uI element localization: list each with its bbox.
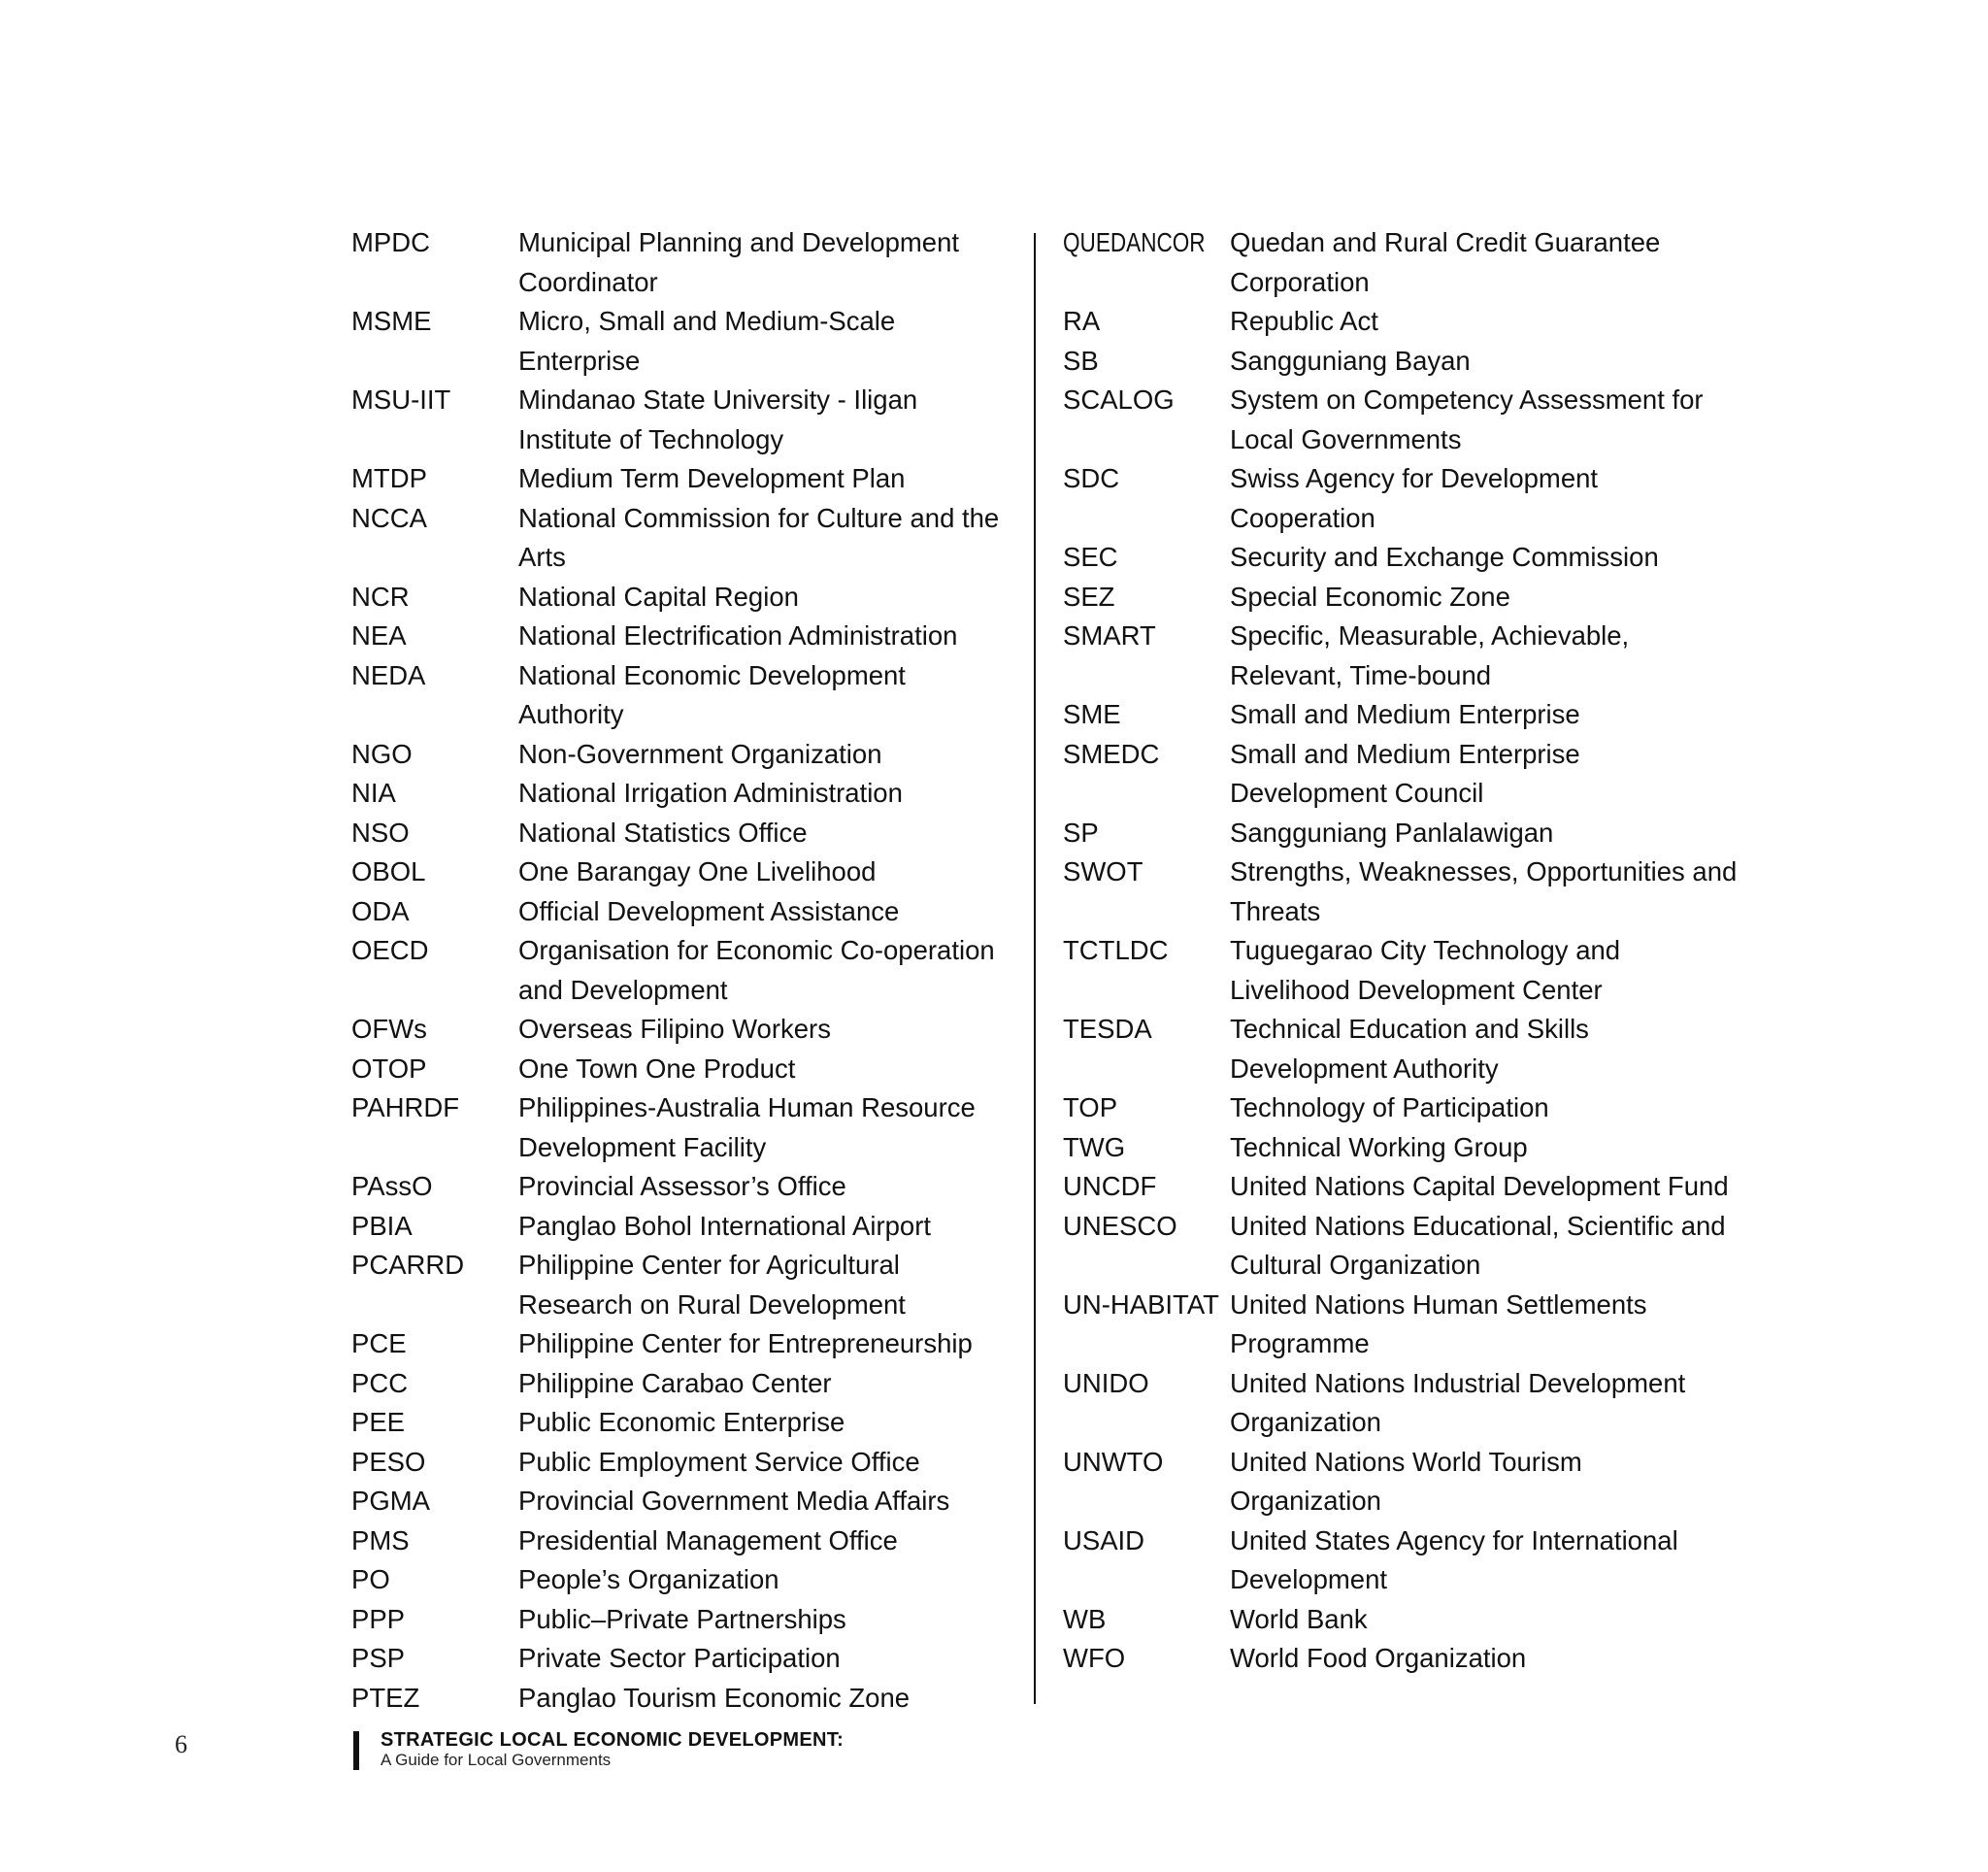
acronym-entry — [351, 302, 1021, 381]
acronym-definition: National Commission for Culture and the Arts — [518, 502, 1000, 572]
acronym-entry — [1063, 814, 1742, 853]
acronym-entry — [1063, 1600, 1742, 1640]
acronym-definition: System on Competency Assessment for Local Governments — [1230, 384, 1704, 454]
acronym-definition: United Nations Capital Development Fund — [1230, 1171, 1729, 1201]
acronym: NEDA — [351, 659, 426, 690]
acronym-definition: Technical Working Group — [1230, 1131, 1528, 1162]
acronym-entry — [1063, 223, 1742, 302]
acronym: SEZ — [1063, 581, 1115, 612]
acronym: NSO — [351, 817, 410, 848]
acronym-definition: National Capital Region — [518, 581, 799, 612]
acronym: NCCA — [351, 502, 427, 533]
acronym: SCALOG — [1063, 384, 1175, 415]
acronym: NEA — [351, 620, 407, 651]
acronym: ODA — [351, 895, 410, 926]
acronym-entry — [351, 1482, 1021, 1521]
acronym-definition: Micro, Small and Medium-Scale Enterprise — [518, 306, 896, 376]
acronym-entry — [351, 931, 1021, 1010]
acronym-list-left — [351, 223, 1021, 1718]
acronym-entry — [351, 656, 1021, 735]
acronym-definition: One Barangay One Livelihood — [518, 856, 877, 886]
acronym: PAHRDF — [351, 1092, 460, 1122]
acronym-definition: Presidential Management Office — [518, 1524, 898, 1555]
acronym-definition: Specific, Measurable, Achievable, Relevant, Time-bound — [1230, 620, 1630, 690]
acronym-entry — [351, 774, 1021, 814]
acronym: PO — [351, 1564, 390, 1594]
acronym-entry — [1063, 1128, 1742, 1168]
acronym-entry — [351, 1050, 1021, 1089]
acronym-definition: Municipal Planning and Development Coordinator — [518, 227, 960, 297]
acronym-entry — [351, 892, 1021, 932]
acronym-entry — [1063, 1443, 1742, 1521]
acronym-entry — [1063, 1364, 1742, 1443]
acronym: PSP — [351, 1643, 406, 1673]
acronym: SMEDC — [1063, 738, 1160, 769]
acronym: SMART — [1063, 620, 1156, 651]
acronym-text: QUEDANCOR — [1063, 227, 1206, 257]
acronym-definition: Philippine Carabao Center — [518, 1367, 832, 1398]
acronym: PCARRD — [351, 1250, 465, 1280]
acronym-definition: Security and Exchange Commission — [1230, 542, 1659, 572]
acronym-definition: Mindanao State University - Iligan Institute of Technology — [518, 384, 918, 454]
acronym-entry — [351, 381, 1021, 459]
acronym-entry — [351, 1207, 1021, 1247]
acronym: WB — [1063, 1603, 1107, 1634]
acronym-definition: Tuguegarao City Technology and Livelihood Development Center — [1230, 935, 1621, 1005]
acronym: MSME — [351, 306, 432, 336]
acronym-definition: Philippine Center for Agricultural Research on Rural Development — [518, 1250, 906, 1320]
acronym-entry — [351, 1364, 1021, 1404]
acronym-definition: World Food Organization — [1230, 1643, 1527, 1673]
acronym-entry — [351, 1560, 1021, 1600]
acronym-entry — [1063, 302, 1742, 342]
acronym-definition: United Nations Educational, Scientific and Cultural Organization — [1230, 1210, 1726, 1280]
acronym: OTOP — [351, 1053, 427, 1084]
acronym-definition: Technology of Participation — [1230, 1092, 1549, 1122]
acronym-definition: Non-Government Organization — [518, 738, 882, 769]
acronym-definition: National Statistics Office — [518, 817, 808, 848]
acronym-definition: Philippine Center for Entrepreneurship — [518, 1328, 973, 1358]
acronym: RA — [1063, 306, 1101, 336]
acronym: OBOL — [351, 856, 426, 886]
acronym-entry — [1063, 381, 1742, 459]
acronym: MTDP — [351, 463, 427, 493]
acronym-entry — [1063, 1521, 1742, 1600]
acronym-entry — [1063, 735, 1742, 814]
acronym-definition: National Electrification Administration — [518, 620, 958, 651]
acronym: PEE — [351, 1407, 406, 1437]
acronym-entry — [1063, 578, 1742, 618]
acronym: SB — [1063, 345, 1099, 376]
acronym: SME — [1063, 699, 1121, 729]
acronym-entry — [351, 1324, 1021, 1364]
acronym-entry — [1063, 1207, 1742, 1286]
acronym-entry — [351, 735, 1021, 775]
acronym: UNWTO — [1063, 1446, 1164, 1477]
acronym-definition: Small and Medium Enterprise — [1230, 699, 1580, 729]
acronym-definition: Medium Term Development Plan — [518, 463, 906, 493]
acronym: MPDC — [351, 227, 430, 257]
acronym-definition: Overseas Filipino Workers — [518, 1014, 831, 1044]
acronym-entry — [1063, 852, 1742, 931]
acronym-entry — [351, 1403, 1021, 1443]
acronym: NGO — [351, 738, 413, 769]
acronym-entry — [1063, 459, 1742, 538]
acronym-entry — [1063, 1167, 1742, 1207]
acronym-definition: Public–Private Partnerships — [518, 1603, 846, 1634]
footer-subtitle: A Guide for Local Governments — [381, 1751, 612, 1769]
acronym: TOP — [1063, 1092, 1118, 1122]
acronym-entry — [351, 1521, 1021, 1561]
acronym-entry — [351, 1600, 1021, 1640]
acronym-entry — [1063, 1088, 1742, 1128]
acronym: PESO — [351, 1446, 426, 1477]
acronym-definition: United Nations Industrial Development Organization — [1230, 1367, 1686, 1437]
acronym-entry — [1063, 1286, 1742, 1364]
acronym: PAssO — [351, 1171, 433, 1201]
acronym: PPP — [351, 1603, 406, 1634]
page-number: 6 — [175, 1730, 187, 1758]
acronym: UN-HABITAT — [1063, 1288, 1219, 1320]
acronym: SEC — [1063, 542, 1118, 572]
acronym-definition: Private Sector Participation — [518, 1643, 841, 1673]
acronym-entry — [351, 1639, 1021, 1679]
column-divider — [1034, 233, 1036, 1704]
acronym-definition: Public Economic Enterprise — [518, 1407, 845, 1437]
acronym: OFWs — [351, 1014, 427, 1044]
acronym-entry — [1063, 1639, 1742, 1679]
acronym-entry — [1063, 1010, 1742, 1088]
acronym-definition: Sangguniang Bayan — [1230, 345, 1471, 376]
acronym: SDC — [1063, 463, 1120, 493]
acronym-definition: National Irrigation Administration — [518, 778, 903, 808]
acronym-entry — [351, 499, 1021, 578]
acronym-definition: Sangguniang Panlalawigan — [1230, 817, 1554, 848]
acronym: USAID — [1063, 1524, 1145, 1555]
acronym-definition: United Nations World Tourism Organization — [1230, 1446, 1582, 1516]
acronym: NCR — [351, 581, 410, 612]
acronym-definition: Public Employment Service Office — [518, 1446, 920, 1477]
acronym-definition: Special Economic Zone — [1230, 581, 1510, 612]
acronym-entry — [1063, 342, 1742, 382]
acronym-entry — [351, 617, 1021, 656]
acronym-entry — [1063, 617, 1742, 695]
acronym-definition: Quedan and Rural Credit Guarantee Corporation — [1230, 227, 1661, 297]
acronym: PMS — [351, 1524, 410, 1555]
acronym-entry — [351, 814, 1021, 853]
acronym-definition: Swiss Agency for Development Cooperation — [1230, 463, 1599, 533]
footer-title: STRATEGIC LOCAL ECONOMIC DEVELOPMENT: — [381, 1729, 845, 1751]
acronym-definition: Philippines-Australia Human Resource Development Facility — [518, 1092, 976, 1162]
acronym-entry — [351, 1088, 1021, 1167]
acronym-entry — [1063, 931, 1742, 1010]
acronym: WFO — [1063, 1643, 1126, 1673]
acronym-definition: Provincial Assessor’s Office — [518, 1171, 846, 1201]
acronym-definition: Panglao Bohol International Airport — [518, 1210, 932, 1241]
acronym-entry — [351, 1010, 1021, 1050]
acronym-entry — [351, 1167, 1021, 1207]
acronym-definition: Organisation for Economic Co-operation and Development — [518, 935, 995, 1005]
acronym: TWG — [1063, 1131, 1126, 1162]
acronym-definition: People’s Organization — [518, 1564, 779, 1594]
acronym-definition: Official Development Assistance — [518, 895, 900, 926]
acronym-entry — [1063, 695, 1742, 735]
acronym-definition: United Nations Human Settlements Programme — [1230, 1288, 1647, 1358]
acronym: UNESCO — [1063, 1210, 1177, 1241]
acronym: NIA — [351, 778, 396, 808]
acronym-definition: One Town One Product — [518, 1053, 796, 1084]
acronym-entry — [351, 852, 1021, 892]
acronym: UNCDF — [1063, 1171, 1157, 1201]
acronym: TCTLDC — [1063, 935, 1169, 965]
acronym: PBIA — [351, 1210, 413, 1241]
acronym-definition: Technical Education and Skills Development Authority — [1230, 1014, 1589, 1084]
acronym-entry — [351, 1246, 1021, 1324]
acronym-list-right — [1063, 223, 1742, 1679]
acronym-definition: Provincial Government Media Affairs — [518, 1486, 950, 1516]
acronym: OECD — [351, 935, 429, 965]
acronym: PCE — [351, 1328, 407, 1358]
acronym-entry — [351, 1443, 1021, 1483]
acronym-entry — [351, 1679, 1021, 1719]
acronym — [1063, 223, 1230, 263]
acronym-definition: United States Agency for International Development — [1230, 1524, 1678, 1594]
footer-bar — [353, 1731, 359, 1770]
acronym-definition: World Bank — [1230, 1603, 1368, 1634]
acronym: PGMA — [351, 1486, 430, 1516]
acronym-definition: Panglao Tourism Economic Zone — [518, 1682, 911, 1713]
acronym-entry — [351, 459, 1021, 499]
acronym: TESDA — [1063, 1014, 1152, 1044]
acronym-entry — [1063, 538, 1742, 578]
acronym: SWOT — [1063, 856, 1143, 886]
acronym: SP — [1063, 817, 1099, 848]
acronym: PCC — [351, 1367, 409, 1398]
acronym: MSU-IIT — [351, 384, 451, 415]
acronym-entry — [351, 578, 1021, 618]
acronym-definition: Strengths, Weaknesses, Opportunities and Threats — [1230, 856, 1738, 926]
acronym: UNIDO — [1063, 1367, 1149, 1398]
acronym-entry — [351, 223, 1021, 302]
acronym-definition: Republic Act — [1230, 306, 1378, 336]
acronym-definition: National Economic Development Authority — [518, 659, 906, 729]
acronym-definition: Small and Medium Enterprise Development Council — [1230, 738, 1580, 808]
acronym: PTEZ — [351, 1682, 420, 1713]
